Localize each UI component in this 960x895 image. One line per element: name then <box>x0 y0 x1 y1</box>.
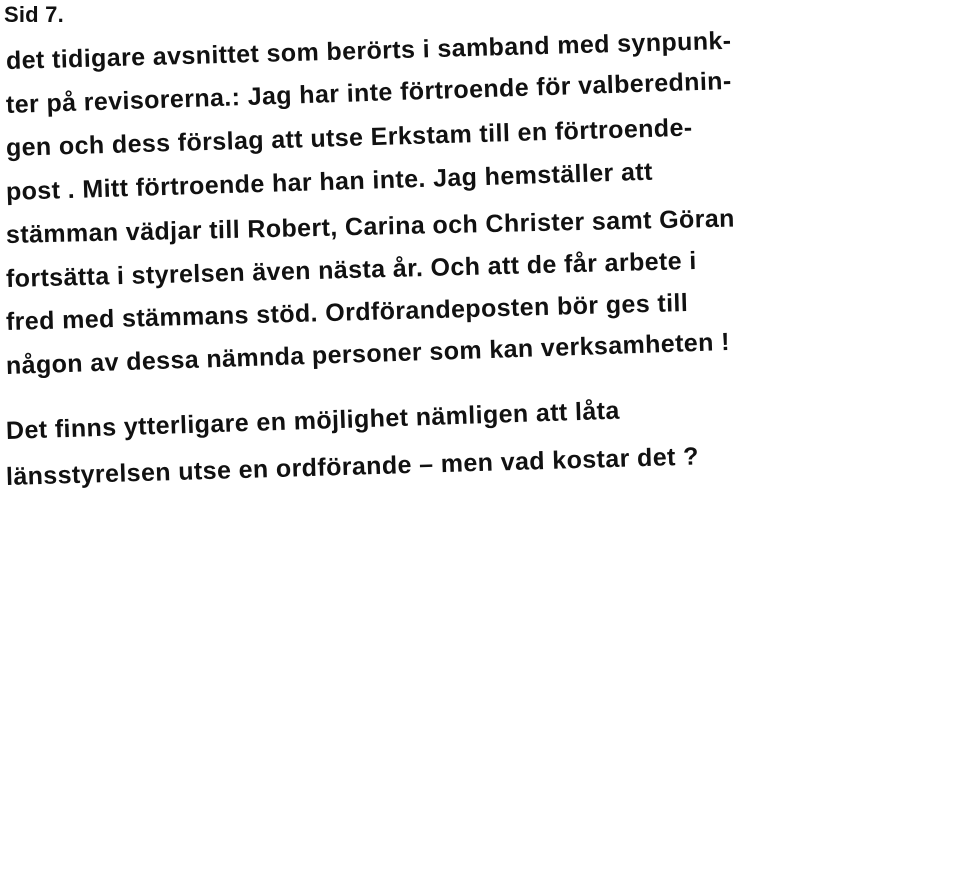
text-line: någon av dessa nämnda personer som kan verksamheten ! <box>5 327 731 380</box>
text-line: ter på revisorerna.: Jag har inte förtroende för valberednin- <box>5 66 733 119</box>
text-line: stämman vädjar till Robert, Carina och Christer samt Göran <box>5 204 736 249</box>
text-line: fred med stämmans stöd. Ordförandeposten bör ges till <box>5 288 689 336</box>
text-line: fortsätta i styrelsen även nästa år. Och att de får arbete i <box>5 246 698 293</box>
page-number-heading: Sid 7. <box>4 2 64 27</box>
text-line: länsstyrelsen utse en ordförande – men vad kostar det ? <box>5 442 700 491</box>
paragraph-1 <box>5 26 736 388</box>
text-line: post . Mitt förtroende har han inte. Jag hemställer att <box>5 157 654 206</box>
paragraph-2 <box>5 396 700 500</box>
text-line: det tidigare avsnittet som berörts i samband med synpunk- <box>5 26 732 75</box>
text-line: gen och dess förslag att utse Erkstam till en förtroende- <box>5 113 693 162</box>
text-line: Det finns ytterligare en möjlighet nämligen att låta <box>5 396 621 445</box>
